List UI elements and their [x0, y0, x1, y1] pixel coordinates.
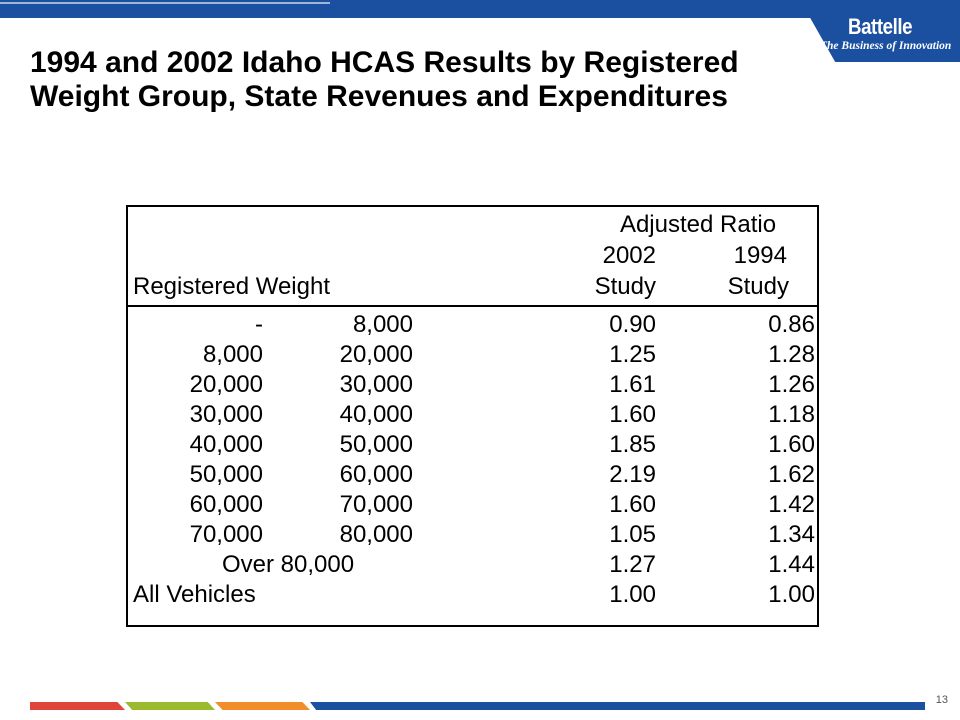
top-highlight-line	[0, 2, 330, 4]
brand-logo: Battelle	[848, 14, 913, 39]
weight-from: 8,000	[202, 341, 263, 368]
ratio-2002: 1.85	[609, 431, 656, 458]
ratio-1994: 1.44	[768, 551, 815, 578]
brand-tagline: The Business of Innovation	[820, 40, 952, 52]
page-number: 13	[935, 694, 948, 706]
weight-from: 40,000	[189, 431, 263, 458]
weight-label: Over 80,000	[221, 551, 355, 578]
ratio-2002: 1.27	[609, 551, 656, 578]
header-2002-year: 2002	[602, 242, 656, 269]
weight-to: 70,000	[339, 491, 413, 518]
ratio-1994: 1.60	[768, 431, 815, 458]
ratio-2002: 1.61	[609, 371, 656, 398]
weight-label: All Vehicles	[133, 581, 256, 608]
weight-from: 50,000	[189, 461, 263, 488]
ratio-1994: 0.86	[768, 311, 815, 338]
header-divider	[128, 305, 817, 307]
weight-to: 30,000	[339, 371, 413, 398]
weight-to: 80,000	[339, 521, 413, 548]
ratio-1994: 1.34	[768, 521, 815, 548]
bottom-stripe-green	[125, 702, 215, 710]
ratio-2002: 1.60	[609, 491, 656, 518]
ratio-1994: 1.42	[768, 491, 815, 518]
header-2002-study: Study	[594, 273, 656, 300]
slide-title: 1994 and 2002 Idaho HCAS Results by Registered Weight Group, State Revenues and Expenditures	[30, 46, 739, 113]
ratio-1994: 1.62	[768, 461, 815, 488]
ratio-2002: 1.25	[609, 341, 656, 368]
header-registered-weight: Registered Weight	[133, 273, 330, 300]
weight-from: 70,000	[189, 521, 263, 548]
ratio-1994: 1.26	[768, 371, 815, 398]
ratio-2002: 1.00	[609, 581, 656, 608]
ratio-2002: 1.60	[609, 401, 656, 428]
weight-from: 30,000	[189, 401, 263, 428]
weight-from: 60,000	[189, 491, 263, 518]
ratio-2002: 1.05	[609, 521, 656, 548]
ratio-2002: 0.90	[609, 311, 656, 338]
ratio-1994: 1.18	[768, 401, 815, 428]
header-1994-year: 1994	[733, 242, 787, 269]
weight-to: 40,000	[339, 401, 413, 428]
weight-to: 60,000	[339, 461, 413, 488]
bottom-stripe-blue	[310, 702, 925, 710]
weight-to: 20,000	[339, 341, 413, 368]
bottom-stripe-orange	[215, 702, 310, 710]
weight-to: 8,000	[352, 311, 413, 338]
weight-from: -	[255, 311, 263, 338]
header-1994-study: Study	[727, 273, 789, 300]
weight-from: 20,000	[189, 371, 263, 398]
ratio-1994: 1.00	[768, 581, 815, 608]
ratio-1994: 1.28	[768, 341, 815, 368]
ratio-2002: 2.19	[609, 461, 656, 488]
weight-to: 50,000	[339, 431, 413, 458]
bottom-stripe-red	[30, 702, 125, 710]
results-table	[126, 205, 819, 627]
header-adjusted-ratio: Adjusted Ratio	[619, 211, 777, 238]
bottom-banner	[0, 702, 960, 710]
